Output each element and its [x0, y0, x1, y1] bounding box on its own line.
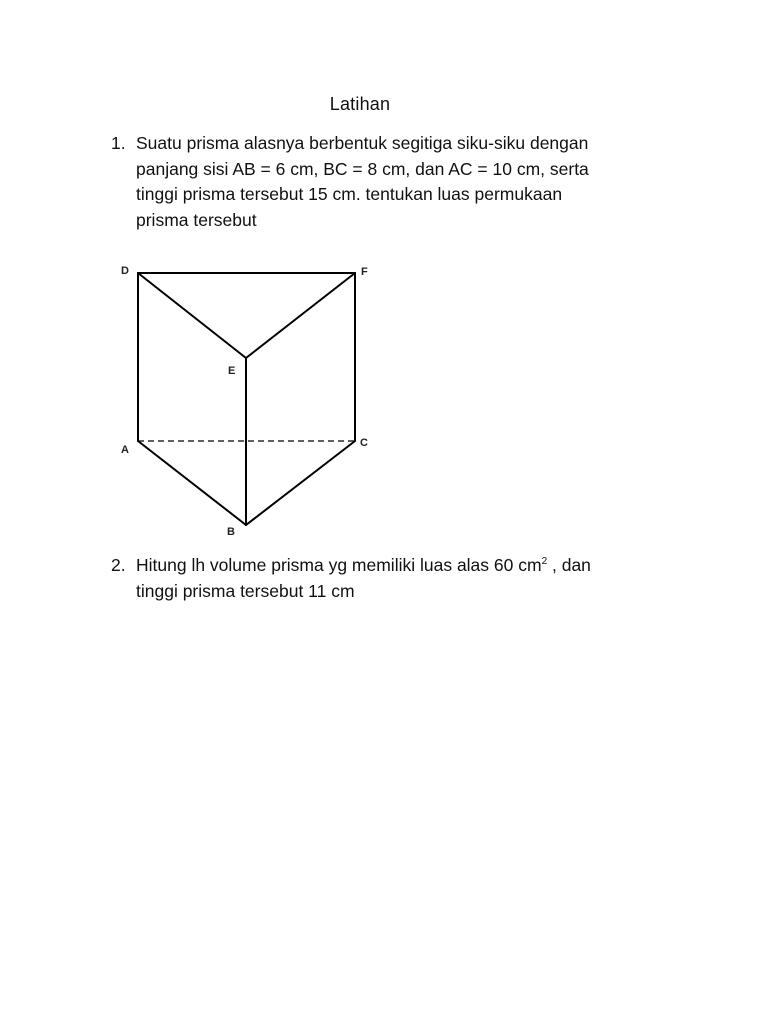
question-line: Suatu prisma alasnya berbentuk segitiga siku-siku dengan [136, 133, 589, 153]
question-line [136, 553, 631, 579]
edge-cb [246, 441, 355, 525]
question-number: 1. [111, 133, 126, 153]
question-line: panjang sisi AB = 6 cm, BC = 8 cm, dan AC = 10 cm, serta [136, 158, 589, 179]
question-line: prisma tersebut [136, 209, 257, 230]
vertex-label-c: C [360, 437, 368, 449]
vertex-label-e: E [228, 365, 236, 377]
question-line-part: Hitung lh volume prisma yg memiliki luas alas 60 cm [136, 555, 542, 575]
question-line-part: , dan [547, 555, 591, 575]
edge-fe [246, 273, 355, 358]
question-text [136, 553, 631, 604]
vertex-label-a: A [121, 444, 129, 456]
question-text [136, 131, 631, 233]
edge-de [138, 273, 246, 358]
question-line: tinggi prisma tersebut 15 cm. tentukan luas permukaan [136, 184, 563, 204]
vertex-label-b: B [227, 526, 235, 538]
vertex-label-d: D [121, 265, 129, 277]
edge-ab [138, 441, 246, 525]
vertex-label-f: F [361, 266, 368, 278]
superscript: 2 [541, 556, 548, 567]
question-line: tinggi prisma tersebut 11 cm [136, 580, 355, 601]
question-number: 2. [111, 555, 126, 575]
page-title: Latihan [329, 94, 391, 114]
prism-diagram [110, 255, 390, 545]
prism-drawing [110, 255, 390, 545]
